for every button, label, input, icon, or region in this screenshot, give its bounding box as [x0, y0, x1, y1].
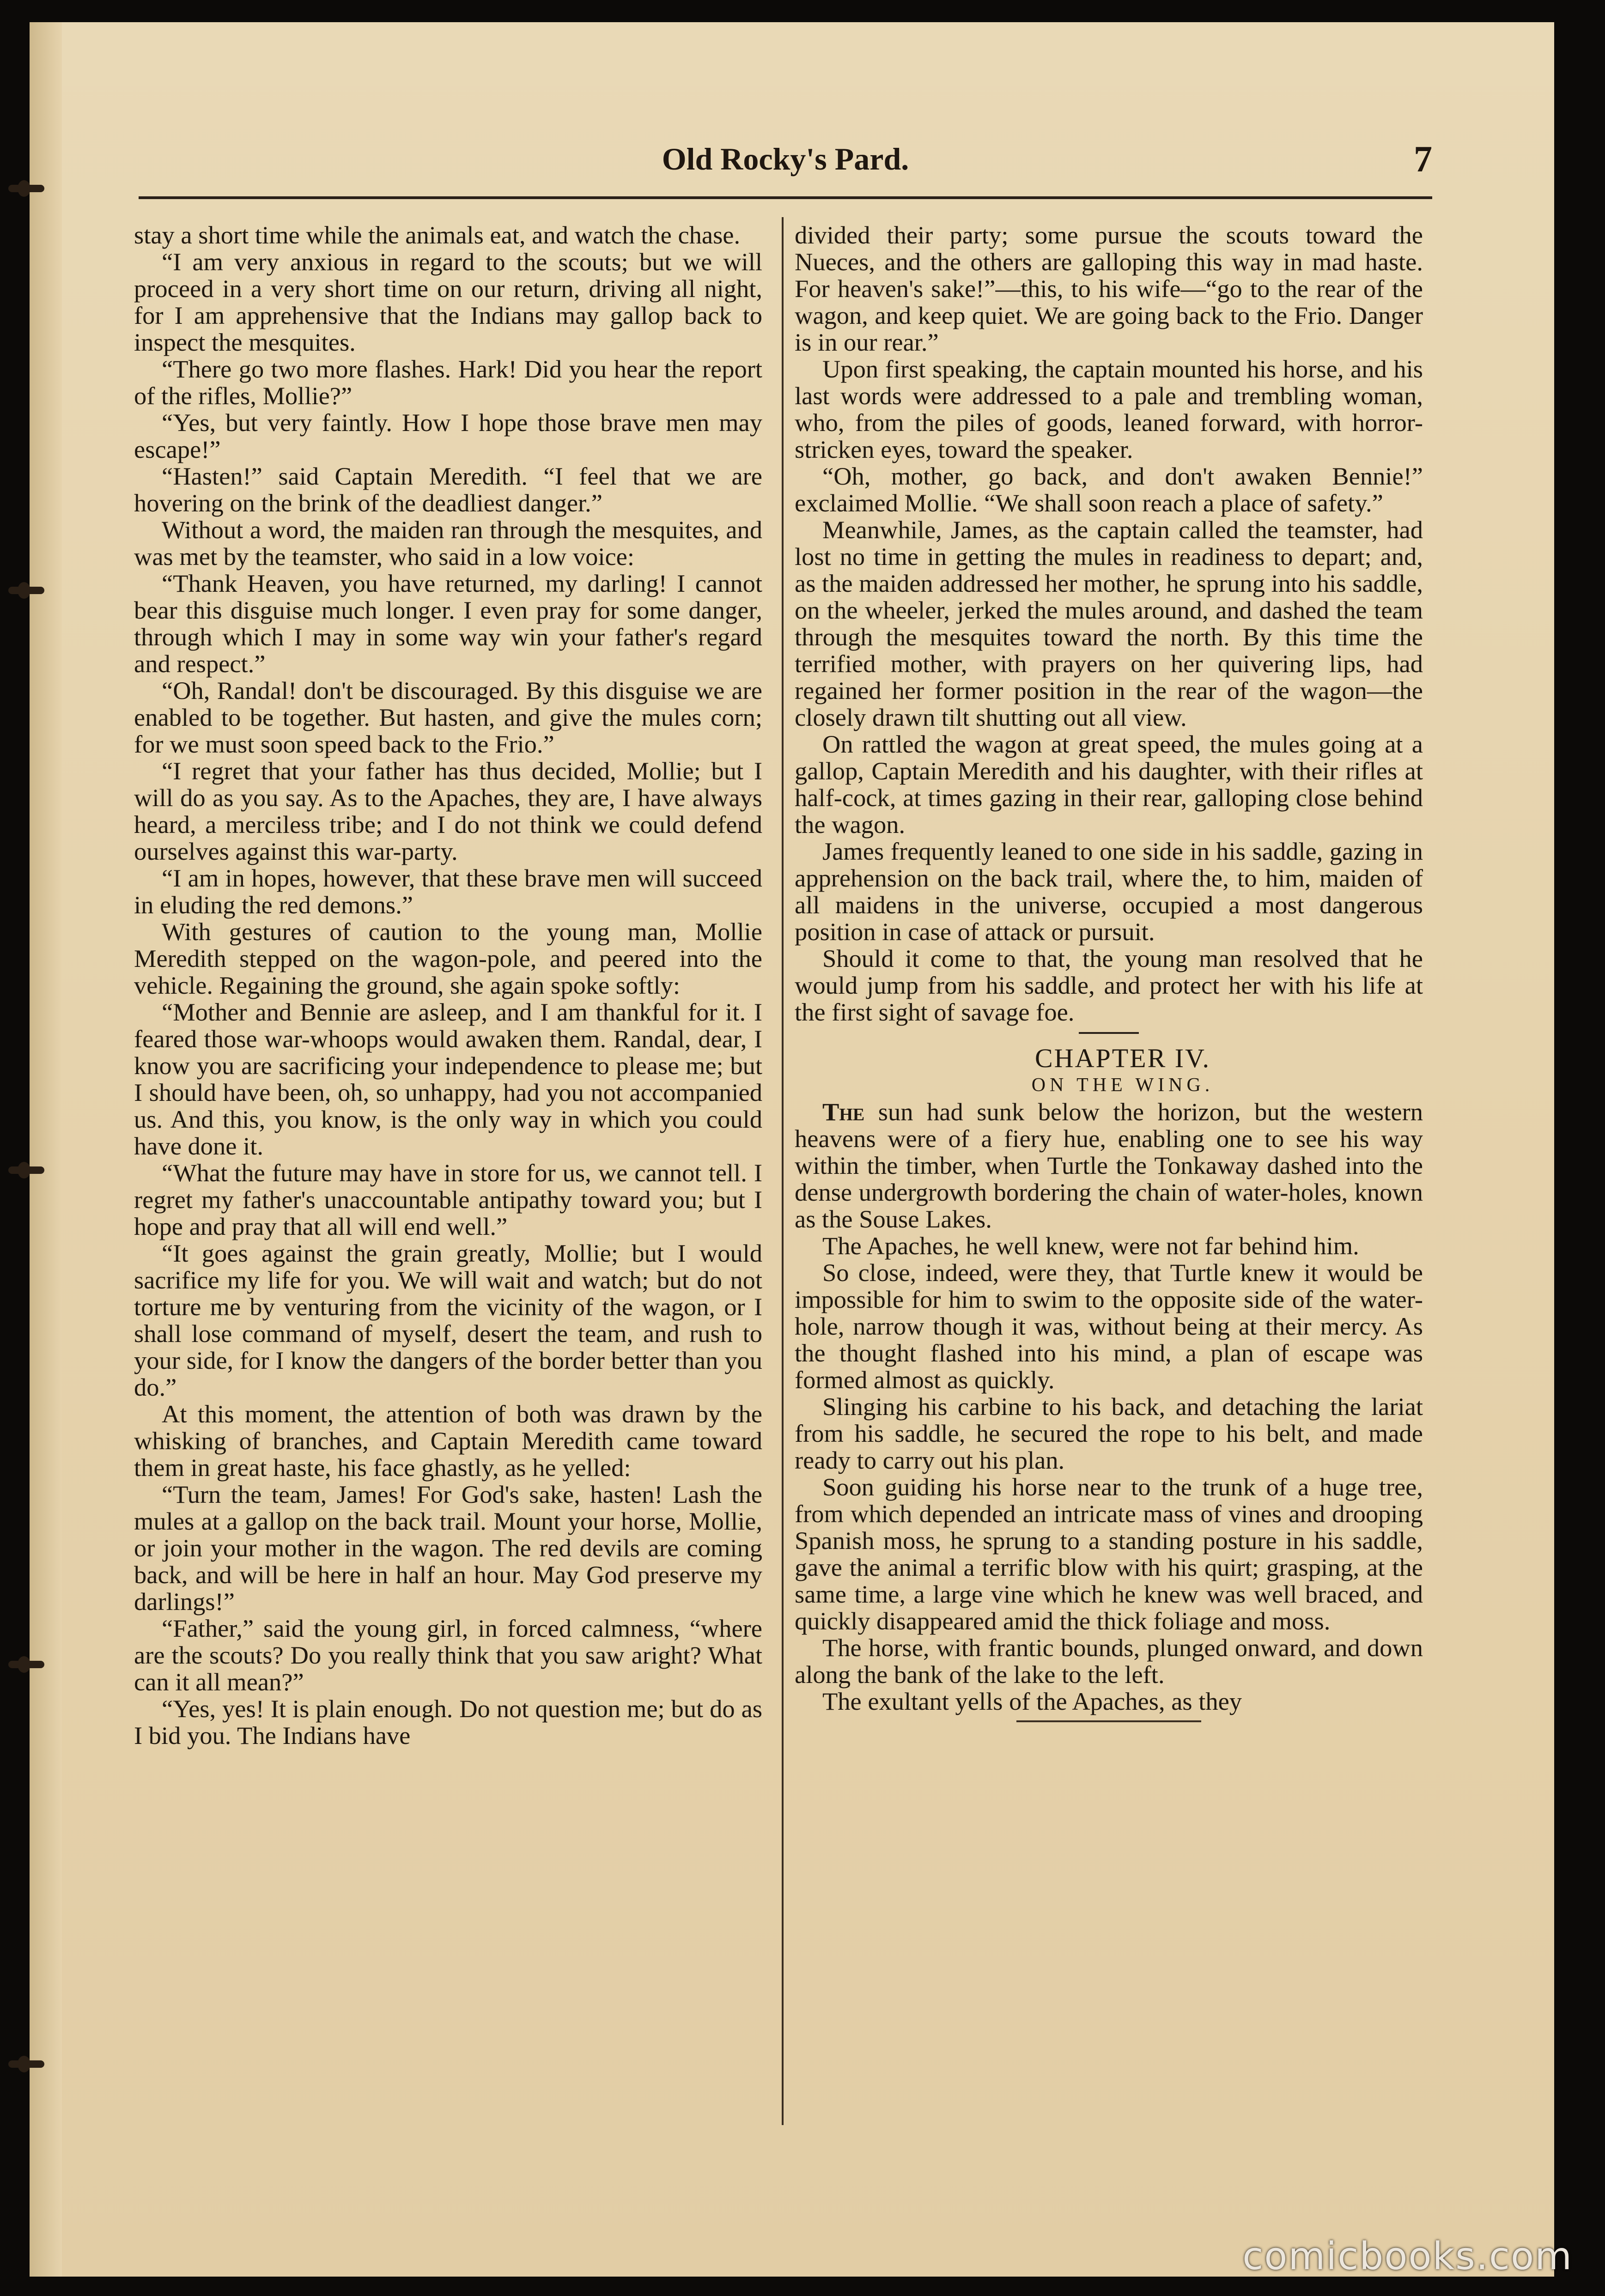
paragraph: Slinging his carbine to his back, and detaching the lariat from his saddle, he secured the rope to his belt, and made ready to carry out his plan.	[795, 1392, 1423, 1474]
paragraph: “I regret that your father has thus decided, Mollie; but I will do as you say. As to the Apaches, they are, I have always heard, a merciless tribe; and I do not think we could defend ourselves against this war-party.	[134, 757, 762, 865]
paragraph: “Oh, Randal! don't be discouraged. By this disguise we are enabled to be together. But hasten, and give the mules corn; for we must soon speed back to the Frio.”	[134, 676, 762, 758]
header-rule	[139, 196, 1432, 199]
paragraph: The Apaches, he well knew, were not far behind him.	[822, 1232, 1359, 1260]
paragraph: “Oh, mother, go back, and don't awaken Bennie!” exclaimed Mollie. “We shall soon reach a place of safety.”	[795, 462, 1423, 517]
paragraph: “Thank Heaven, you have returned, my darling! I cannot bear this disguise much longer. I even pray for some danger, through which I may in some way win your father's regard and respect.”	[134, 569, 762, 678]
left-column	[134, 222, 762, 2139]
right-column	[795, 222, 1423, 2139]
binding-stitch	[8, 1166, 44, 1174]
right-column-after-chapter	[795, 1233, 1423, 1715]
page-number: 7	[1414, 139, 1432, 180]
paragraph: “Turn the team, James! For God's sake, hasten! Lash the mules at a gallop on the back trail. Mount your horse, Mollie, or join your mother in the wagon. The red devils are coming back, and will be here in half an hour. May God preserve my darlings!”	[134, 1480, 762, 1616]
lead-word: The	[822, 1098, 865, 1126]
section-separator	[1079, 1032, 1139, 1034]
paragraph: “It goes against the grain greatly, Mollie; but I would sacrifice my life for you. We will wait and watch; but do not torture me by venturing from the vicinity of the wagon, or I shall lose command of myself, desert the team, and rush to your side, for I know the dangers of the border better than you do.”	[134, 1239, 762, 1401]
binding-stitch	[8, 185, 44, 192]
paragraph: “There go two more flashes. Hark! Did you hear the report of the rifles, Mollie?”	[134, 355, 762, 410]
paragraph: “I am in hopes, however, that these brave men will succeed in eluding the red demons.”	[134, 864, 762, 919]
column-end-rule	[1016, 1720, 1201, 1722]
paragraph: “Yes, but very faintly. How I hope those brave men may escape!”	[134, 408, 762, 463]
binding-stitch	[8, 2060, 44, 2068]
running-header	[139, 136, 1432, 192]
paragraph: “Father,” said the young girl, in forced calmness, “where are the scouts? Do you really think that you saw aright? What can it all mean?”	[134, 1614, 762, 1696]
paragraph: With gestures of caution to the young man, Mollie Meredith stepped on the wagon-pole, and peered into the vehicle. Regaining the ground, she again spoke softly:	[134, 917, 762, 999]
paragraph: Meanwhile, James, as the captain called the teamster, had lost no time in getting the mules in readiness to depart; and, as the maiden addressed her mother, he sprung into his saddle, on the wheeler, jerked the mules around, and dashed the team through the mesquites toward the north. By this time the terrified mother, with prayers on her quivering lips, had regained her former position in the rear of the wagon—the closely drawn tilt shutting out all view.	[795, 516, 1423, 731]
paragraph: “What the future may have in store for us, we cannot tell. I regret my father's unaccountable antipathy toward you; but I hope and pray that all will end well.”	[134, 1159, 762, 1240]
paragraph: stay a short time while the animals eat, and watch the chase.	[134, 222, 741, 249]
paragraph: The exultant yells of the Apaches, as they	[822, 1687, 1242, 1715]
column-divider	[782, 217, 784, 2125]
paragraph: Without a word, the maiden ran through the mesquites, and was met by the teamster, who said in a low voice:	[134, 516, 762, 571]
chapter-first-paragraph	[795, 1099, 1423, 1233]
watermark: comicbooks.com	[1242, 2235, 1573, 2278]
first-paragraph-text: sun had sunk below the horizon, but the western heavens were of a fiery hue, enabling one to see his way within the timber, when Turtle the Tonkaway dashed into the dense undergrowth bordering the chain of water-holes, known as the Souse Lakes.	[795, 1098, 1423, 1233]
paragraph: “Hasten!” said Captain Meredith. “I feel that we are hovering on the brink of the deadliest danger.”	[134, 462, 762, 517]
paragraph: Soon guiding his horse near to the trunk of a huge tree, from which depended an intricate mass of vines and drooping Spanish moss, he sprung to a standing posture in his saddle, gave the animal a terrific blow with his quirt; grasping, at the same time, a large vine which he knew was well braced, and quickly disappeared amid the thick foliage and moss.	[795, 1473, 1423, 1635]
paragraph: At this moment, the attention of both was drawn by the whisking of branches, and Captain Meredith came toward them in great haste, his face ghastly, as he yelled:	[134, 1400, 762, 1482]
paragraph: “Mother and Bennie are asleep, and I am thankful for it. I feared those war-whoops would awaken them. Randal, dear, I know you are sacrificing your independence to please me; but I should have been, oh, so unhappy, had you not accompanied us. And this, you know, is the only way in which you could have done it.	[134, 998, 762, 1160]
chapter-subtitle: ON THE WING.	[1031, 1075, 1214, 1096]
paragraph: “Yes, yes! It is plain enough. Do not question me; but do as I bid you. The Indians have	[134, 1695, 762, 1749]
paragraph: Upon first speaking, the captain mounted his horse, and his last words were addressed to a pale and trembling woman, who, from the piles of goods, leaned forward, with horror-stricken eyes, toward the speaker.	[795, 355, 1423, 463]
paragraph: The horse, with frantic bounds, plunged onward, and down along the bank of the lake to the left.	[795, 1634, 1423, 1689]
paragraph: James frequently leaned to one side in his saddle, gazing in apprehension on the back trail, where the, to him, maiden of all maidens in the universe, occupied a most dangerous position in case of attack or pursuit.	[795, 837, 1423, 946]
paragraph: So close, indeed, were they, that Turtle knew it would be impossible for him to swim to the opposite side of the water-hole, narrow though it was, without being at their mercy. As the thought flashed into his mind, a plan of escape was formed almost as quickly.	[795, 1258, 1423, 1394]
right-column-before-chapter	[795, 222, 1423, 1026]
paragraph: divided their party; some pursue the scouts toward the Nueces, and the others are galloping this way in mad haste. For heaven's sake!”—this, to his wife—“go to the rear of the wagon, and keep quiet. We are going back to the Frio. Danger is in our rear.”	[795, 222, 1423, 356]
paragraph: “I am very anxious in regard to the scouts; but we will proceed in a very short time on our return, driving all night, for I am apprehensive that the Indians may gallop back to inspect the mesquites.	[134, 248, 762, 356]
binding-gutter	[30, 22, 62, 2277]
binding-stitch	[8, 1661, 44, 1668]
running-title: Old Rocky's Pard.	[662, 141, 909, 176]
paragraph: Should it come to that, the young man resolved that he would jump from his saddle, and protect her with his life at the first sight of savage foe.	[795, 944, 1423, 1026]
paragraph: On rattled the wagon at great speed, the mules going at a gallop, Captain Meredith and his daughter, with their rifles at half-cock, at times gazing in their rear, galloping close behind the wagon.	[795, 730, 1423, 838]
chapter-title: CHAPTER IV.	[1035, 1043, 1210, 1073]
binding-stitch	[8, 587, 44, 594]
